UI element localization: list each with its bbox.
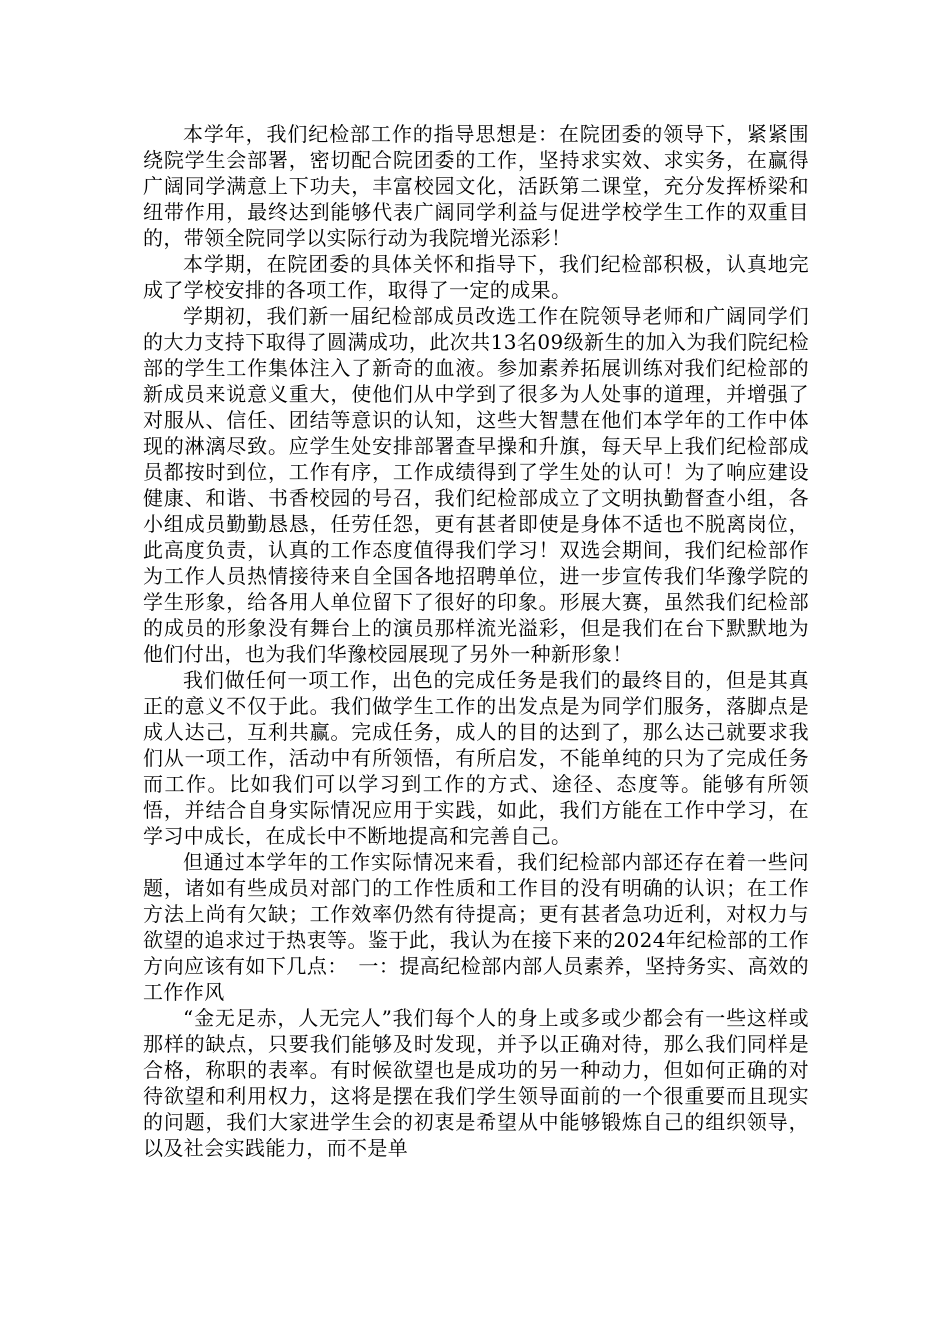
paragraph-purpose-of-work: 我们做任何一项工作，出色的完成任务是我们的最终目的，但是其真正的意义不仅于此。我们做学生工作的出发点是为同学们服务，落脚点是成人达己，互利共赢。完成任务，成人的目的达到了，那么达己就要求我们从一项工作，活动中有所领悟，有所启发，不能单纯的只为了完成任务而工作。比如我们可以学习到工作的方式、途径、态度等。能够有所领悟，并结合自身实际情况应用于实践，如此，我们方能在工作中学习，在学习中成长，在成长中不断地提高和完善自己。 <box>143 668 809 848</box>
paragraph-guiding-thought: 本学年，我们纪检部工作的指导思想是：在院团委的领导下，紧紧围绕院学生会部署，密切配合院团委的工作，坚持求实效、求实务，在赢得广阔同学满意上下功夫，丰富校园文化，活跃第二课堂，充分发挥桥梁和纽带作用，最终达到能够代表广阔同学利益与促进学校学生工作的双重目的，带领全院同学以实际行动为我院增光添彩！ <box>143 122 809 250</box>
document-body <box>143 121 809 1161</box>
paragraph-existing-problems: 但通过本学年的工作实际情况来看，我们纪检部内部还存在着一些问题，诸如有些成员对部门的工作性质和工作目的没有明确的认识；在工作方法上尚有欠缺；工作效率仍然有待提高；更有甚者急功近利，对权力与欲望的追求过于热衷等。鉴于此，我认为在接下来的2024年纪检部的工作方向应该有如下几点： 一：提高纪检部内部人员素养，坚持务实、高效的工作作风 <box>143 850 809 1004</box>
paragraph-no-one-is-perfect: “金无足赤，人无完人”我们每个人的身上或多或少都会有一些这样或那样的缺点，只要我们能够及时发现，并予以正确对待，那么我们同样是合格，称职的表率。有时候欲望也是成功的另一种动力，但如何正确的对待欲望和利用权力，这将是摆在我们学生领导面前的一个很重要而且现实的问题，我们大家进学生会的初衷是希望从中能够锻炼自己的组织领导，以及社会实践能力，而不是单 <box>143 1006 809 1160</box>
paragraph-semester-summary: 本学期，在院团委的具体关怀和指导下，我们纪检部积极，认真地完成了学校安排的各项工作，取得了一定的成果。 <box>143 252 809 302</box>
paragraph-semester-start: 学期初，我们新一届纪检部成员改选工作在院领导老师和广阔同学们的大力支持下取得了圆满成功，此次共13名09级新生的加入为我们院纪检部的学生工作集体注入了新奇的血液。参加素养拓展训练对我们纪检部的新成员来说意义重大，使他们从中学到了很多为人处事的道理，并增强了对服从、信任、团结等意识的认知，这些大智慧在他们本学年的工作中体现的淋漓尽致。应学生处安排部署查早操和升旗，每天早上我们纪检部成员都按时到位，工作有序，工作成绩得到了学生处的认可！为了响应建设健康、和谐、书香校园的号召，我们纪检部成立了文明执勤督查小组，各小组成员勤勤恳恳，任劳任怨，更有甚者即使是身体不适也不脱离岗位，此高度负责，认真的工作态度值得我们学习！双选会期间，我们纪检部作为工作人员热情接待来自全国各地招聘单位，进一步宣传我们华豫学院的学生形象，给各用人单位留下了很好的印象。形展大赛，虽然我们纪检部的成员的形象没有舞台上的演员那样流光溢彩，但是我们在台下默默地为他们付出，也为我们华豫校园展现了另外一种新形象！ <box>143 304 809 666</box>
